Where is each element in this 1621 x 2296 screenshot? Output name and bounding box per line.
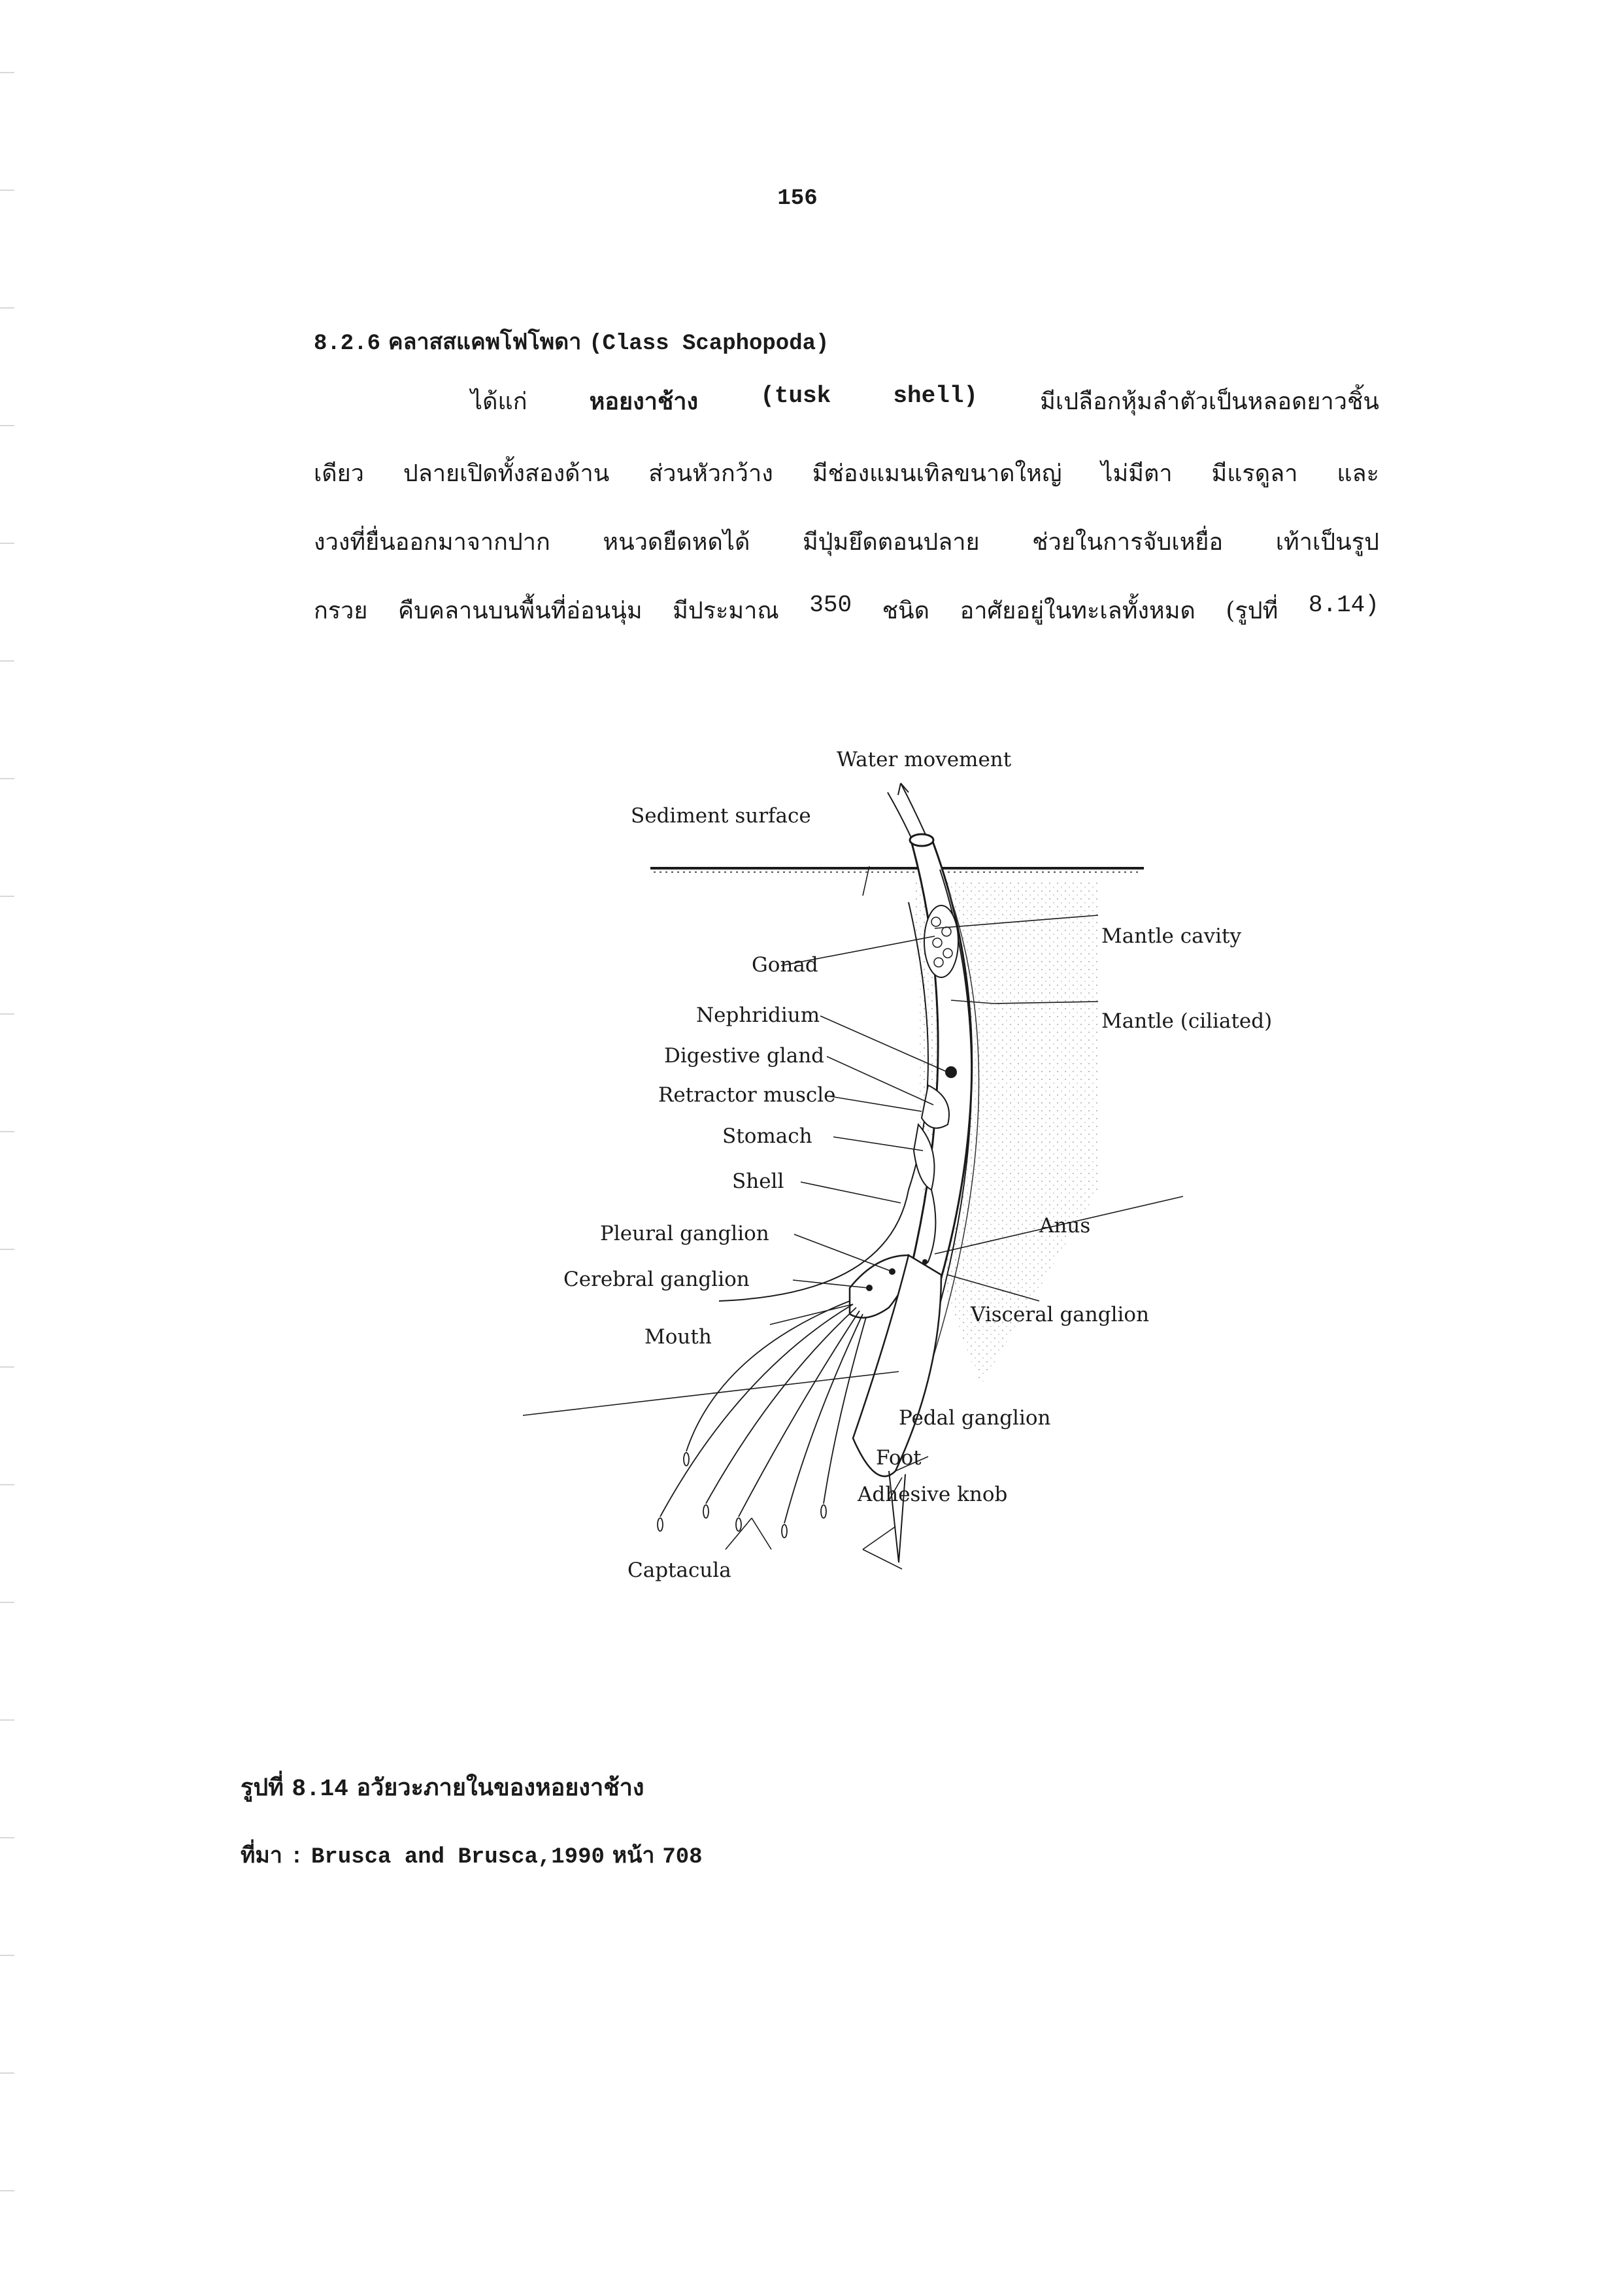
paragraph-word: ส่วนหัวกว้าง bbox=[648, 460, 773, 487]
edge-mark bbox=[0, 1484, 14, 1485]
paragraph-word: เดียว bbox=[314, 460, 364, 487]
edge-mark bbox=[0, 72, 14, 73]
gonad-organ bbox=[924, 905, 958, 977]
paragraph-line-3 bbox=[314, 523, 1379, 560]
edge-mark bbox=[0, 1131, 14, 1132]
label-stomach: Stomach bbox=[722, 1124, 812, 1148]
label-digestive-gland: Digestive gland bbox=[664, 1044, 825, 1068]
source-prefix: ที่มา bbox=[241, 1842, 282, 1868]
paragraph-word: ไม่มีตา bbox=[1101, 460, 1173, 487]
paragraph-word: คืบคลานบนพื้นที่อ่อนนุ่ม bbox=[397, 598, 643, 624]
figure-source bbox=[241, 1837, 703, 1872]
label-nephridium: Nephridium bbox=[696, 1004, 820, 1027]
paragraph-number: 350 bbox=[809, 592, 852, 618]
paragraph-word: มีเปลือกหุ้มลำตัวเป็นหลอดยาวชิ้น bbox=[1040, 388, 1379, 415]
paragraph-word: มีปุ่มยึดตอนปลาย bbox=[802, 529, 980, 556]
edge-mark bbox=[0, 425, 14, 426]
label-foot: Foot bbox=[876, 1446, 922, 1470]
sediment-surface-line bbox=[650, 868, 1144, 872]
edge-mark bbox=[0, 1249, 14, 1250]
section-title-latin: (Class Scaphopoda) bbox=[589, 331, 829, 356]
label-captacula: Captacula bbox=[627, 1559, 731, 1582]
source-citation: Brusca and Brusca,1990 bbox=[311, 1845, 605, 1870]
paragraph-line-4 bbox=[314, 592, 1379, 629]
edge-mark bbox=[0, 1013, 14, 1015]
label-pleural-ganglion: Pleural ganglion bbox=[600, 1222, 769, 1245]
label-sediment-surface: Sediment surface bbox=[631, 804, 811, 828]
edge-mark bbox=[0, 307, 14, 309]
paragraph-word: ชนิด bbox=[882, 598, 930, 624]
paragraph-word: ได้แก่ bbox=[471, 388, 527, 415]
paragraph-word: เท้าเป็นรูป bbox=[1275, 529, 1379, 556]
figure-caption bbox=[241, 1768, 644, 1806]
label-anus: Anus bbox=[1039, 1214, 1091, 1238]
source-separator: : bbox=[290, 1845, 304, 1870]
paragraph-word: ปลายเปิดทั้งสองด้าน bbox=[403, 460, 610, 487]
label-adhesive-knob: Adhesive knob bbox=[858, 1483, 1008, 1506]
edge-mark bbox=[0, 896, 14, 897]
source-page-number: 708 bbox=[662, 1845, 703, 1870]
paragraph-line-1 bbox=[471, 382, 1379, 420]
paragraph-line-2 bbox=[314, 454, 1379, 492]
caption-text: อวัยวะภายในของหอยงาช้าง bbox=[356, 1774, 644, 1801]
edge-mark bbox=[0, 190, 14, 191]
source-page-word: หน้า bbox=[612, 1842, 655, 1868]
paragraph-word: งวงที่ยื่นออกมาจากปาก bbox=[314, 529, 550, 556]
edge-mark bbox=[0, 543, 14, 544]
caption-number: 8.14 bbox=[292, 1776, 348, 1802]
paragraph-word: อาศัยอยู่ในทะเลทั้งหมด bbox=[960, 598, 1195, 624]
paragraph-word: หนวดยืดหดได้ bbox=[603, 529, 750, 556]
edge-mark bbox=[0, 1602, 14, 1603]
section-number: 8.2.6 bbox=[314, 331, 381, 356]
paragraph-word: มีช่องแมนเทิลขนาดใหญ่ bbox=[812, 460, 1062, 487]
section-title-thai: คลาสสแคพโฟโพดา bbox=[388, 329, 582, 355]
paragraph-term-latin: shell) bbox=[893, 382, 978, 409]
caption-prefix: รูปที่ bbox=[241, 1774, 284, 1801]
label-mouth: Mouth bbox=[644, 1325, 712, 1349]
label-retractor-muscle: Retractor muscle bbox=[658, 1083, 836, 1107]
paragraph-term-thai: หอยงาช้าง bbox=[589, 390, 699, 416]
paragraph-word: กรวย bbox=[314, 598, 368, 624]
paragraph-word: (รูปที่ bbox=[1226, 598, 1278, 624]
paragraph-word: มีประมาณ bbox=[673, 598, 779, 624]
edge-mark bbox=[0, 2072, 14, 2074]
section-heading bbox=[314, 324, 829, 359]
edge-mark bbox=[0, 778, 14, 779]
edge-mark bbox=[0, 660, 14, 662]
paragraph-word: มีแรดูลา bbox=[1211, 460, 1298, 487]
anatomy-diagram bbox=[523, 732, 1273, 1621]
label-cerebral-ganglion: Cerebral ganglion bbox=[563, 1268, 750, 1291]
edge-mark bbox=[0, 1719, 14, 1721]
paragraph-word: ช่วยในการจับเหยื่อ bbox=[1032, 529, 1224, 556]
label-mantle-ciliated: Mantle (ciliated) bbox=[1101, 1009, 1273, 1033]
label-gonad: Gonad bbox=[752, 953, 818, 977]
label-water-movement: Water movement bbox=[837, 748, 1012, 771]
label-pedal-ganglion: Pedal ganglion bbox=[899, 1406, 1051, 1430]
edge-mark bbox=[0, 1955, 14, 1956]
edge-mark bbox=[0, 2190, 14, 2191]
label-shell: Shell bbox=[732, 1170, 784, 1193]
paragraph-term-latin: (tusk bbox=[760, 382, 831, 409]
page-number: 156 bbox=[777, 186, 818, 211]
paragraph-word: และ bbox=[1337, 460, 1379, 487]
label-mantle-cavity: Mantle cavity bbox=[1101, 924, 1242, 948]
tusk-shell-anatomy-figure bbox=[523, 732, 1273, 1621]
label-visceral-ganglion: Visceral ganglion bbox=[971, 1303, 1150, 1326]
paragraph-figure-ref: 8.14) bbox=[1308, 592, 1379, 618]
edge-mark bbox=[0, 1366, 14, 1368]
edge-mark bbox=[0, 1837, 14, 1838]
